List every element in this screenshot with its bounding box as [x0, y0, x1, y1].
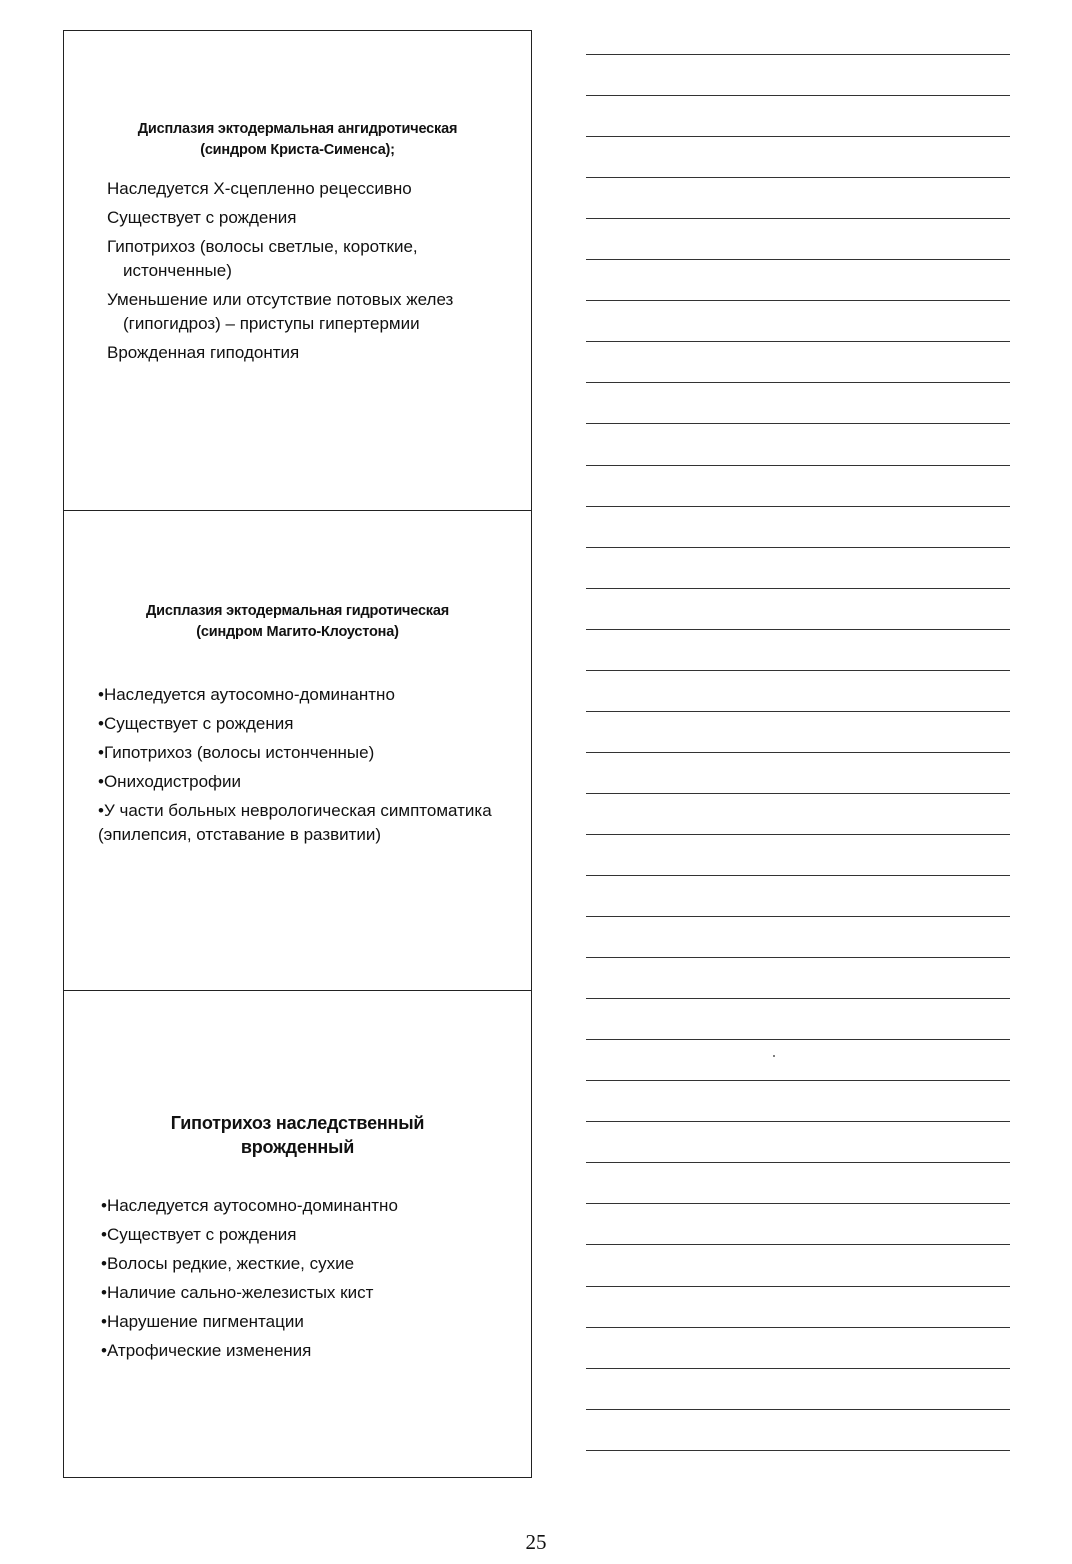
list-item: •Ониходистрофии: [98, 772, 242, 791]
note-line: [586, 957, 1010, 958]
slide-title-line: Дисплазия эктодермальная ангидротическая: [137, 121, 458, 137]
page-number: 25: [525, 1530, 547, 1554]
slide-title: [64, 119, 531, 161]
note-line: [586, 547, 1010, 548]
note-line: [586, 95, 1010, 96]
slide-title-line: Дисплазия эктодермальная гидротическая: [145, 603, 449, 619]
note-line: [586, 300, 1010, 301]
note-line: [586, 136, 1010, 137]
slide-ectodermal-dysplasia-anhidrotic: [64, 31, 531, 510]
note-line: [586, 1327, 1010, 1328]
list-item: •Существует с рождения: [101, 1225, 297, 1244]
note-line: [586, 629, 1010, 630]
slide-bullet-list: [98, 683, 498, 852]
slide-title: [64, 601, 531, 643]
note-line: [586, 670, 1010, 671]
list-item: Наследуется Х-сцепленно рецессивно: [107, 179, 412, 198]
list-item: •Наследуется аутосомно-доминантно: [101, 1196, 398, 1215]
list-item: •Существует с рождения: [98, 714, 294, 733]
note-line: [586, 1450, 1010, 1451]
note-line: [586, 259, 1010, 260]
note-line: [586, 54, 1010, 55]
slide-title-line: (синдром Криста-Сименса);: [200, 142, 395, 159]
note-line: [586, 465, 1010, 466]
note-line: [586, 793, 1010, 794]
list-item: •Волосы редкие, жесткие, сухие: [101, 1254, 355, 1273]
slides-panel: [63, 30, 532, 1478]
note-line: [586, 998, 1010, 999]
slide-bullet-list: [101, 1194, 501, 1368]
note-line: [586, 875, 1010, 876]
list-item: •Нарушение пигментации: [101, 1312, 304, 1331]
note-line: [586, 916, 1010, 917]
note-line: [586, 218, 1010, 219]
list-item: •Наследуется аутосомно-доминантно: [98, 685, 395, 704]
slide-title-line: врожденный: [240, 1137, 355, 1158]
note-line: [586, 1203, 1010, 1204]
list-item: Врожденная гиподонтия: [107, 343, 300, 362]
note-line: [586, 1244, 1010, 1245]
slide-title-line: (синдром Магито-Клоустона): [196, 624, 399, 641]
note-line: [586, 177, 1010, 178]
note-line: [586, 382, 1010, 383]
list-item: Существует с рождения: [107, 208, 297, 227]
note-line: [586, 752, 1010, 753]
note-line: [586, 1409, 1010, 1410]
note-line: [586, 341, 1010, 342]
note-line: [586, 1368, 1010, 1369]
note-line: [586, 834, 1010, 835]
slide-title-line: Гипотрихоз наследственный: [170, 1113, 425, 1133]
note-line: [586, 506, 1010, 507]
slide-ectodermal-dysplasia-hidrotic: [64, 510, 531, 990]
note-line: [586, 1039, 1010, 1040]
list-item: •Атрофические изменения: [101, 1341, 312, 1360]
slide-hereditary-hypotrichosis: [64, 990, 531, 1479]
note-line: [586, 1080, 1010, 1081]
note-line: [586, 711, 1010, 712]
list-item: Гипотрихоз (волосы светлые, короткие, истонченные): [107, 237, 418, 280]
list-item: Уменьшение или отсутствие потовых желез (гипогидроз) – приступы гипертермии: [107, 290, 454, 333]
note-line: [586, 1162, 1010, 1163]
note-line: [586, 1121, 1010, 1122]
list-item: •У части больных неврологическая симптоматика (эпилепсия, отставание в развитии): [98, 801, 492, 844]
list-item: •Наличие сально-железистых кист: [101, 1283, 374, 1302]
slide-bullet-list: [107, 177, 487, 370]
stray-dot: [773, 1055, 775, 1057]
note-line: [586, 1286, 1010, 1287]
note-line: [586, 588, 1010, 589]
slide-title: [64, 1111, 531, 1160]
list-item: •Гипотрихоз (волосы истонченные): [98, 743, 375, 762]
notes-lines: [586, 0, 1010, 1480]
note-line: [586, 423, 1010, 424]
